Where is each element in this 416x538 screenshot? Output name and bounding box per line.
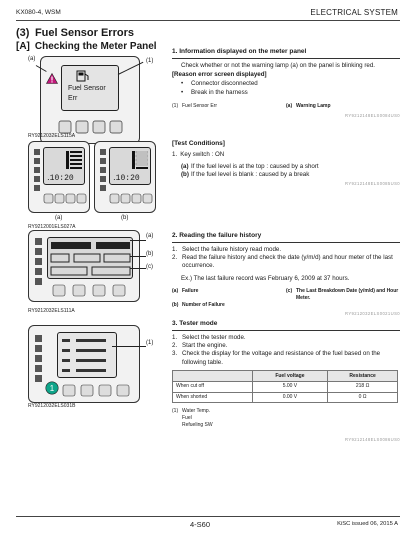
display-line-1: Fuel Sensor (68, 85, 106, 92)
table-row: When cut off 5.00 V 218 Ω (173, 381, 398, 392)
panel-buttons (61, 384, 131, 398)
figure-3-caption: RY9212032ELS111A (28, 308, 75, 314)
indicator-icons-left (33, 148, 41, 194)
section-title: (3) Fuel Sensor Errors (16, 27, 134, 39)
footer-rule (16, 516, 400, 517)
reason-item: • Break in the harness (181, 88, 248, 96)
leader-fig3-a (130, 240, 146, 241)
panel-buttons (51, 284, 131, 298)
highlight-marker-icon (45, 381, 59, 395)
table-row: When shorted 0.00 V 0 Ω (173, 392, 398, 403)
figure-4-caption: RY9212032ELS031B (28, 403, 76, 409)
figure-1-caption: RY9212032ELS115A (28, 133, 76, 139)
hour-readout-b: ․10:20 (113, 174, 140, 183)
tester-step: 3. Check the display for the voltage and resistance of the fuel based on the following table. (172, 350, 381, 366)
fuel-voltage-table (172, 370, 398, 403)
leader-fig3-c (130, 268, 146, 269)
hour-readout-a: ․10:20 (47, 174, 74, 183)
chapter-title: ELECTRICAL SYSTEM (310, 8, 398, 17)
info-paragraph: Check whether or not the warning lamp (a) on the panel is blinking red. (181, 61, 375, 69)
reason-item: • Connector disconnected (181, 80, 258, 88)
svg-text:1: 1 (49, 384, 55, 393)
test-heading: [Test Conditions] (172, 140, 225, 147)
panel-buttons (109, 192, 153, 204)
meter-panel-figure-3 (28, 230, 140, 302)
meter-display (61, 65, 119, 111)
tester-legend: (1) Water Temp. Fuel Refueling SW (172, 408, 213, 429)
meter-panel-figure-2a (28, 141, 90, 213)
tester-section (172, 320, 400, 443)
tester-heading: 3. Tester mode (172, 320, 400, 331)
test-step-1: 1. Key switch : ON (172, 150, 225, 158)
indicator-icons-left (34, 334, 43, 386)
meter-display-blank (109, 147, 151, 185)
reason-heading: [Reason error screen displayed] (172, 71, 267, 79)
header-rule (16, 20, 400, 21)
callout-fig4-1: (1) (146, 340, 154, 346)
indicator-icons-left (34, 237, 43, 287)
tester-display (57, 332, 117, 378)
label-fig3-c: (c) (146, 264, 153, 270)
failure-history-display (47, 237, 133, 279)
table-header-row: Fuel voltage Resistance (173, 371, 398, 382)
meter-panel-figure-4 (28, 325, 140, 403)
subsection-title: [A] Checking the Meter Panel (16, 41, 157, 52)
label-fig3-a: (a) (146, 233, 154, 239)
issue-info: KiSC issued 06, 2015 A (337, 521, 398, 527)
test-conditions-section (172, 140, 400, 187)
test-cond-b: (b) If the fuel level is blank : caused by a break (181, 171, 310, 179)
label-fig2-a: (a) (55, 215, 63, 221)
info-ref: RY9212148ELS0084US0 (344, 112, 400, 118)
fuel-pump-icon (76, 69, 90, 81)
history-section (172, 232, 400, 317)
fuel-gauge-full (66, 151, 82, 169)
page-number: 4-S60 (190, 520, 211, 529)
history-heading: 2. Reading the failure history (172, 232, 400, 243)
panel-buttons (43, 192, 87, 204)
leader-fig3-b (130, 256, 146, 257)
warning-lamp-icon (46, 71, 58, 82)
info-section (172, 48, 400, 119)
history-step: 1. Select the failure history read mode. (172, 245, 282, 253)
history-step: 2. Read the failure history and check the date (y/m/d) and hour meter of the last occurrence. (172, 254, 393, 270)
info-heading: 1. Information displayed on the meter panel (172, 48, 400, 59)
indicator-icons-left (99, 148, 107, 194)
meter-panel-figure-2b (94, 141, 156, 213)
callout-a: (a) (28, 56, 36, 62)
history-legend: (a) Failure (c) The Last Breakdown Date (y/m/d) and Hour Meter. (b) Number of Failure (172, 288, 399, 308)
test-ref: RY9212148ELS0085US0 (344, 180, 400, 186)
leader-fig4-1 (112, 346, 146, 347)
history-ref: RY9212032ELS0021US0 (344, 311, 400, 317)
history-example: Ex.) The last failure record was February 6, 2009 at 37 hours. (181, 274, 350, 282)
meter-display-full (43, 147, 85, 185)
tester-step: 1. Select the tester mode. (172, 333, 246, 341)
info-legend: (1) Fuel Sensor Err (a) Warning Lamp (172, 103, 331, 110)
label-fig3-b: (b) (146, 251, 154, 257)
figure-2-caption: RY9212001ELS027A (28, 224, 76, 230)
manual-model: KX080-4, WSM (16, 9, 61, 16)
tester-ref: RY9212148ELS0086US0 (344, 437, 400, 443)
tester-step: 2. Start the engine. (172, 342, 228, 350)
test-cond-a: (a) If the fuel level is at the top : caused by a short (181, 163, 319, 171)
display-line-2: Err (68, 95, 78, 102)
callout-1: (1) (146, 58, 154, 64)
fuel-gauge-blank (132, 151, 148, 169)
label-fig2-b: (b) (121, 215, 129, 221)
